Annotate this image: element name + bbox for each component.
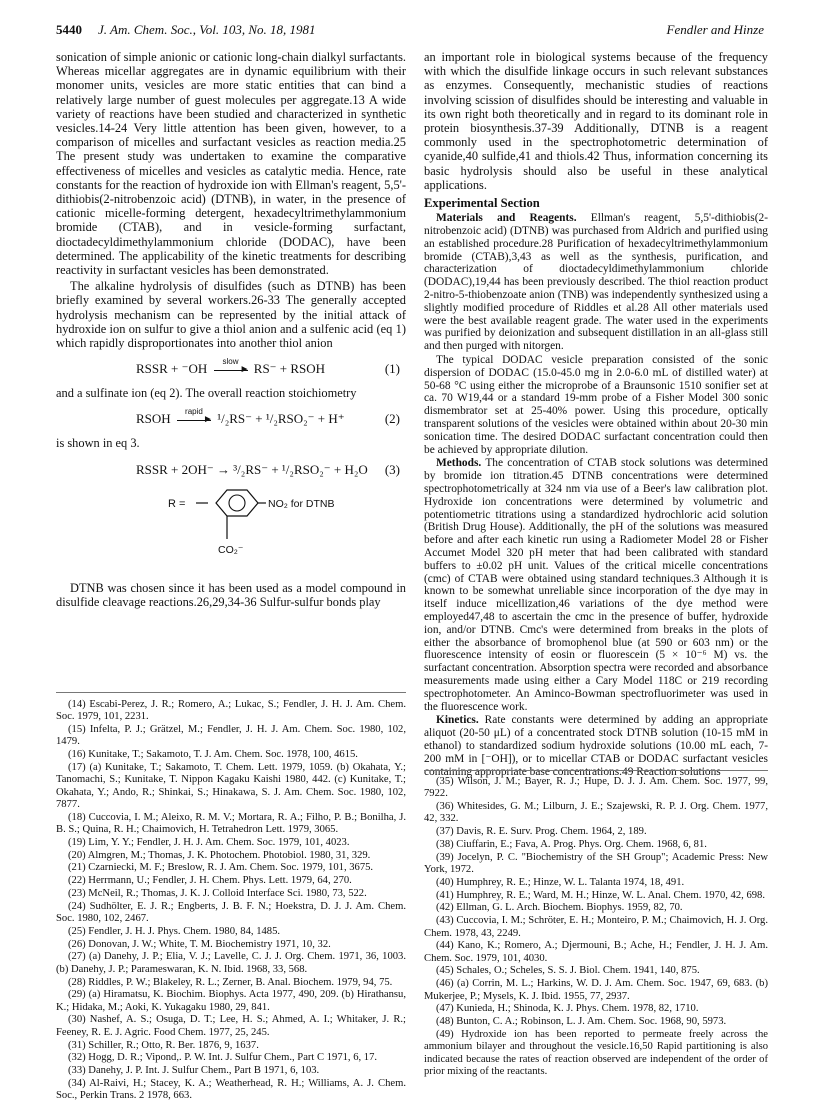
body-paragraph: Ellman's reagent, 5,5'-dithiobis(2-nitrobenzoic acid) (DTNB) was purchased from Aldrich and purified using an established procedure.28 Purification of hexadecyltrimethylammonium bromide (CTAB),3,43 as well as the synthesis, purification, and characterization of dioctadecyldimethylammonium chloride (DODAC),19,44 has been previously described. The thiol reaction product 2-nitro-5-thiobenzoate anion (TNB) was independently synthesized using a slightly modified procedure of Riddles et al.28 All other materials used were the best available reagent grade. The water used in the experiments was purified by deionization and subsequent distillation in an all-glass still and then purged with nitorgen. — [424, 212, 768, 353]
reference-item: (17) (a) Kunitake, T.; Sakamoto, T. Chem. Lett. 1979, 1059. (b) Okahata, Y.; Tanomachi, S.; Kunitake, T. Nippon Kagaku Kaishi 1980, 442. (c) Kunitake, T.; Okahata, Y.; Ando, R.; Shinkai, S.; Hinakawa, S. J. Am. Chem. Soc. 1980, 102, 7877. — [56, 761, 406, 810]
body-paragraph: an important role in biological systems because of the frequency with which the disulfide linkage occurs in such relevant substances as enzymes. Consequently, mechanistic studies of reactions involving scission of disulfides should be interesting and valuable in its own right both theoretically and in regard to its dominant role in protein biosynthesis.37-39 Additionally, DTNB is a reagent commonly used in the spectrophotometric determination of cyanide,40 sulfide,41 and thiols.42 Thus, information concerning its basic hydrolysis should also be useful in these analytical applications. — [424, 50, 768, 192]
reference-item: (42) Ellman, G. L. Arch. Biochem. Biophys. 1959, 82, 70. — [436, 902, 683, 914]
subsection-heading: Kinetics. — [436, 714, 479, 727]
body-paragraph: DTNB was chosen since it has been used as a model compound in disulfide cleavage reactions.26,29,34-36 Sulfur-sulfur bonds play — [56, 580, 406, 609]
reference-item: (34) Al-Raivi, H.; Stacey, K. A.; Weatherhead, R. H.; Williams, A. J. Chem. Soc., Perkin Trans. 2 1978, 663. — [56, 1077, 406, 1102]
reference-item: (35) Wilson, J. M.; Bayer, R. J.; Hupe, D. J. J. Am. Chem. Soc. 1977, 99, 7922. — [424, 776, 768, 800]
equation-term: ¹/₂RS⁻ + ¹/₂RSO₂⁻ + H⁺ — [217, 411, 345, 427]
reference-item: (28) Riddles, P. W.; Blakeley, R. L.; Zerner, B. Anal. Biochem. 1979, 94, 75. — [68, 976, 393, 988]
reference-item: (48) Bunton, C. A.; Robinson, L. J. Am. Chem. Soc. 1968, 90, 5973. — [436, 1016, 727, 1028]
equation-term: RSSR + 2OH⁻ → ³/₂RS⁻ + ¹/₂RSO₂⁻ + H₂O — [136, 461, 368, 477]
reference-item: (32) Hogg, D. R.; Vipond,. P. W. Int. J. Sulfur Chem., Part C 1971, 6, 17. — [68, 1052, 378, 1064]
reference-item: (47) Kunieda, H.; Shinoda, K. J. Phys. Chem. 1978, 82, 1710. — [436, 1003, 699, 1015]
body-paragraph: and a sulfinate ion (eq 2). The overall reaction stoichiometry — [56, 386, 357, 401]
structure-r-label: R = — [168, 497, 186, 510]
reference-item: (27) (a) Danehy, J. P.; Elia, V. J.; Lavelle, C. J. J. Org. Chem. 1971, 36, 1003. (b) Danehy, J. P.; Parameswaran, K. N. Ibid. 1968, 33, 568. — [56, 951, 406, 975]
reference-item: (18) Cuccovia, I. M.; Aleixo, R. M. V.; Mortara, R. A.; Filho, P. B.; Bonilha, J. B. S.; Quina, R. H.; Chaimovich, H. Tetrahedron Lett. 1979, 3065. — [56, 811, 406, 835]
subsection-heading: Methods. — [436, 457, 482, 470]
page-number: 5440 — [56, 22, 82, 37]
experimental-text — [424, 212, 768, 778]
body-paragraph: Rate constants were determined by adding an appropriate aliquot (20-50 μL) of a concentrated stock DTNB solution (10-15 mM in ethanol) to standardized sodium hydroxide solutions (10.00 mL each, 7-200 mM in [⁻OH]), or to micellar CTAB or DODAC surfactant vesicles containing appropriate base concentrations.49 Reaction solutions — [424, 714, 768, 778]
arrow-label: slow — [222, 357, 239, 367]
equation-term: RSOH — [136, 411, 171, 427]
body-paragraph: The alkaline hydrolysis of disulfides (such as DTNB) has been briefly examined by several workers.26-33 The generally accepted hydrolysis mechanism can be represented by the initial attack of hydroxide ion on sulfur to give a thiol anion and a sulfenic acid (eq 1) which rapidly disproportionates into another thiol anion — [56, 279, 406, 351]
references-left — [56, 699, 406, 1103]
journal-citation: J. Am. Chem. Soc., Vol. 103, No. 18, 1981 — [98, 22, 316, 37]
structure-substituent-label: NO₂ for DTNB — [268, 497, 335, 510]
body-paragraph: is shown in eq 3. — [56, 436, 140, 451]
reference-item: (38) Ciuffarin, E.; Fava, A. Prog. Phys. Org. Chem. 1968, 6, 81. — [436, 838, 707, 850]
reference-item: (31) Schiller, R.; Otto, R. Ber. 1876, 9, 1637. — [68, 1039, 259, 1051]
equation-2 — [56, 406, 406, 432]
reference-item: (23) McNeil, R.; Thomas, J. K. J. Colloid Interface Sci. 1980, 73, 522. — [68, 887, 367, 899]
structure-carboxylate-label: CO₂⁻ — [218, 543, 244, 556]
reference-item: (29) (a) Hiramatsu, K. Biochim. Biophys. Acta 1977, 490, 209. (b) Hirathansu, K.; Hidaka, M.; Aoki, K. Yukagaku 1980, 29, 841. — [56, 989, 406, 1013]
equation-3 — [56, 457, 406, 483]
reaction-arrow: rapid ► — [177, 415, 211, 425]
reference-item: (40) Humphrey, R. E.; Hinze, W. L. Talanta 1974, 18, 491. — [436, 876, 685, 888]
references-right — [424, 776, 768, 1079]
reference-item: (26) Donovan, J. W.; White, T. M. Biochemistry 1971, 10, 32. — [68, 938, 331, 950]
reference-item: (46) (a) Corrin, M. L.; Harkins, W. D. J. Am. Chem. Soc. 1947, 69, 683. (b) Mukerjee, P.; Mysels, K. J. Ibid. 1955, 77, 2937. — [424, 978, 768, 1002]
reference-item: (25) Fendler, J. H. J. Phys. Chem. 1980, 84, 1485. — [68, 925, 281, 937]
body-paragraph: sonication of simple anionic or cationic long-chain dialkyl surfactants. Whereas micellar aggregates are in dynamic equilibrium with their monomer units, vesicles are more static entities that can bind a relatively large number of guest molecules per aggregate.13 A wide variety of reactions have been studied and characterized in synthetic vesicles.14-24 Very little attention has been given, however, to a comparison of micelles and surfactant vesicles as reaction media.25 The present study was undertaken to examine the comparative effectiveness of micelles and vesicles as catalytic media. Hence, rate constants for the reaction of hydroxide ion with Ellman's reagent, 5,5'-dithiobis(2-nitrobenzoic acid) (DTNB), in water, in the presence of cationic micelle-forming detergent, hexadecyltrimethylammonium bromide (CTAB), and in vesicle-forming surfactant, dioctadecyldimethylammonium chloride (DODAC), have been determined. The applicability of the kinetic treatments for describing reactivity in surfactant vesicles has been demonstrated. — [56, 50, 406, 278]
equation-number: (1) — [384, 361, 400, 377]
reference-item: (22) Herrmann, U.; Fendler, J. H. Chem. Phys. Lett. 1979, 64, 270. — [68, 875, 352, 887]
reference-item: (14) Escabi-Perez, J. R.; Romero, A.; Lukac, S.; Fendler, J. H. J. Am. Chem. Soc. 1979, 101, 2231. — [56, 699, 406, 723]
subsection-heading: Materials and Reagents. — [436, 212, 577, 225]
reference-item: (20) Almgren, M.; Thomas, J. K. Photochem. Photobiol. 1980, 31, 329. — [68, 849, 371, 861]
reference-item: (44) Kano, K.; Romero, A.; Djermouni, B.; Ache, H.; Fendler, J. H. J. Am. Chem. Soc. 1979, 101, 4030. — [424, 940, 768, 964]
reference-item: (36) Whitesides, G. M.; Lilburn, J. E.; Szajewski, R. P. J. Org. Chem. 1977, 42, 332. — [424, 801, 768, 825]
benzene-ring-icon — [196, 487, 266, 547]
reference-item: (39) Jocelyn, P. C. "Biochemistry of the SH Group"; Academic Press: New York, 1972. — [424, 851, 768, 876]
left-column — [56, 50, 406, 611]
reference-item: (41) Humphrey, R. E.; Ward, M. H.; Hinze, W. L. Anal. Chem. 1970, 42, 698. — [436, 889, 765, 901]
reference-item: (43) Cuccovia, I. M.; Schröter, E. H.; Monteiro, P. M.; Chaimovich, H. J. Org. Chem. 1978, 43, 2249. — [424, 915, 768, 939]
reference-item: (33) Danehy, J. P. Int. J. Sulfur Chem., Part B 1971, 6, 103. — [68, 1065, 320, 1077]
running-header — [56, 22, 764, 42]
body-paragraph: The concentration of CTAB stock solutions was determined by bromide ion titration.45 DTNB concentrations were determined spectrophotometrically at 324 nm via use of a Beer's law calibration plot. Hydroxide ion concentrations were determined by volumetric and potentiometric titrations using a standardized hydrochloric acid solution (British Drug House). Additionally, the pH of the solutions was measured before and after each kinetic run using a Radiometer Model 28 or Fisher Accumet Model 320 pH meter that had been calibrated with standard buffers to ±0.02 pH unit. Values of the critical micelle concentrations (cmc) of CTAB were obtained using standard techniques.3 Although it is known to be somewhat unreliable since incorporation of the dye may in itself induce micellization,46 variations of the dye method were employed47,48 to ascertain the cmc in the presence of buffer, hydroxide ion, and/or DTNB. Cmc's were determined from breaks in the plots of either the absorbance of bromophenol blue (at 590 or 603 nm) or the fluorescence intensity of eosin or fluorescein (5 × 10⁻⁶ M) vs. the surfactant concentration. Absorption spectra were recorded and absorbance measurements made using either a Cary Model 118C or 219 recording spectrophotometer. An Aminco-Bowman spectrofluorimeter was used in the fluorescence work. — [424, 457, 768, 713]
reference-item: (30) Nashef, A. S.; Osuga, D. T.; Lee, H. S.; Ahmed, A. I.; Whitaker, J. R.; Feeney, R. E. J. Agric. Food Chem. 1977, 25, 245. — [56, 1014, 406, 1038]
reference-item: (21) Czarniecki, M. F.; Breslow, R. J. Am. Chem. Soc. 1979, 101, 3675. — [68, 862, 374, 874]
equation-number: (3) — [384, 461, 400, 477]
equation-number: (2) — [384, 411, 400, 427]
reference-item: (37) Davis, R. E. Surv. Prog. Chem. 1964, 2, 189. — [436, 826, 647, 838]
reference-item: (19) Lim, Y. Y.; Fendler, J. H. J. Am. Chem. Soc. 1979, 101, 4023. — [68, 836, 350, 848]
footnote-rule — [424, 770, 768, 771]
reaction-arrow: slow ► — [214, 365, 248, 375]
section-heading: Experimental Section — [424, 196, 540, 211]
reference-item: (15) Infelta, P. J.; Grätzel, M.; Fendler, J. H. J. Am. Chem. Soc. 1980, 102, 1479. — [56, 724, 406, 748]
footnote-rule — [56, 692, 406, 693]
body-paragraph: The typical DODAC vesicle preparation consisted of the sonic dispersion of DODAC (15.0-45.0 mg in 2.0-6.0 mL of distilled water) at 50-68 °C using either the microprobe of a Braunsonic 1510 sonifier set at ca. 70 W19,44 or a standard 19-mm probe of a Fisher Model 300 sonic dismembrator set at 25-40% power. Using this procedure, optically transparent solutions of the vesicles were obtained within about 20-30 min sonication time. The desired DODAC surfactant concentration could then be achieved by appropriate dilution. — [424, 354, 768, 456]
reference-item: (16) Kunitake, T.; Sakamoto, T. J. Am. Chem. Soc. 1978, 100, 4615. — [68, 749, 358, 761]
reference-item: (49) Hydroxide ion has been reported to permeate freely across the ammonium bilayer and throughout the vesicle.16,50 Rapid partitioning is also indicated because the rates of reaction observed are independent of the order of prior mixing of the reactants. — [424, 1028, 768, 1077]
reference-item: (24) Sudhölter, E. J. R.; Engberts, J. B. F. N.; Hoekstra, D. J. J. Am. Chem. Soc. 1980, 102, 2467. — [56, 900, 406, 925]
right-column — [424, 50, 768, 779]
chemical-structure — [56, 487, 406, 573]
reference-item: (45) Schales, O.; Scheles, S. S. J. Biol. Chem. 1941, 140, 875. — [436, 965, 700, 977]
equation-term: RSSR + ⁻OH — [136, 361, 208, 377]
equation-1 — [56, 356, 406, 382]
equation-term: RS⁻ + RSOH — [253, 361, 326, 377]
running-authors: Fendler and Hinze — [666, 22, 764, 37]
arrow-label: rapid — [185, 407, 203, 417]
